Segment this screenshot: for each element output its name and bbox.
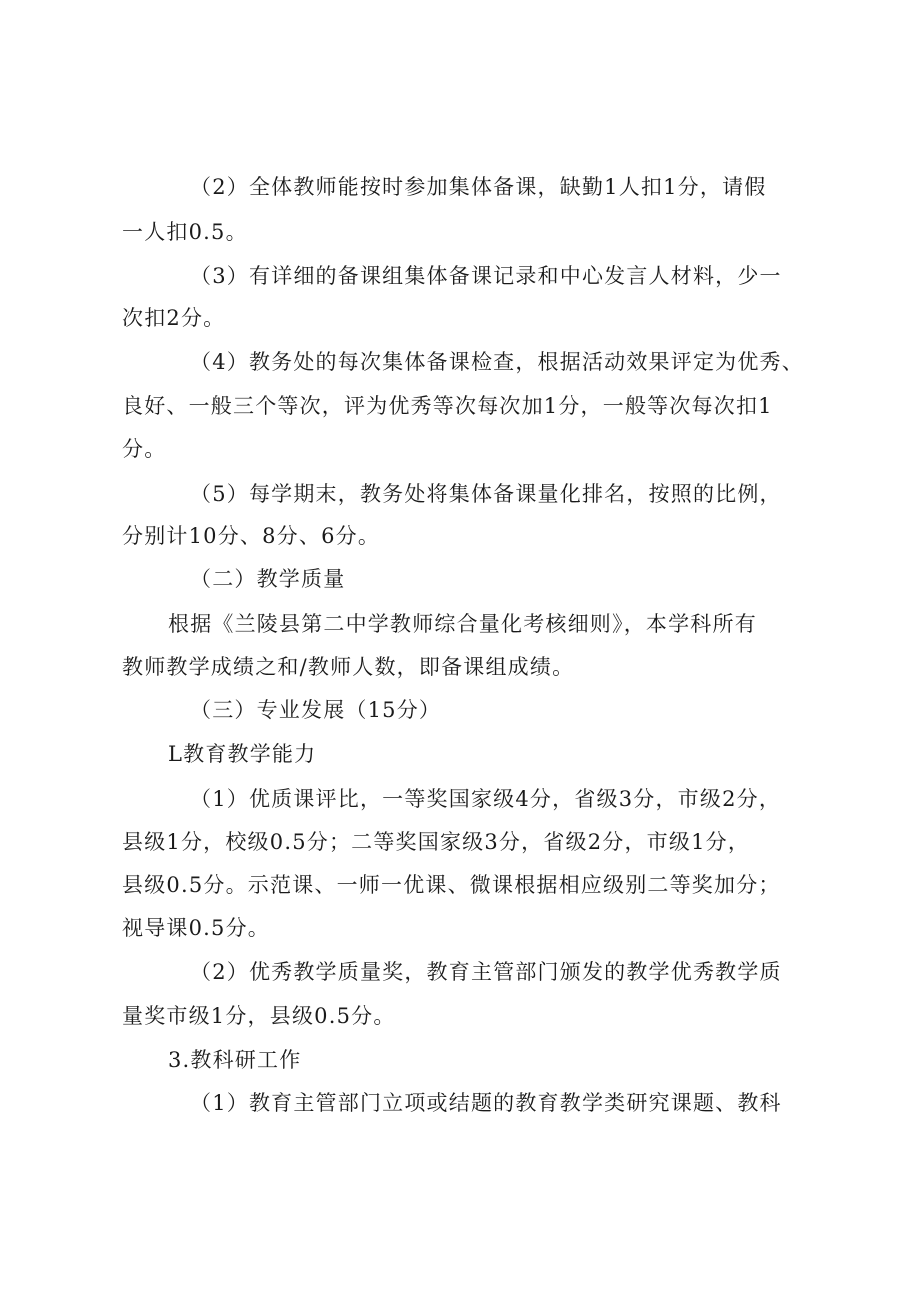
paragraph-line: （3）有详细的备课组集体备课记录和中心发言人材料，少一 [190, 264, 782, 288]
paragraph-line: 县级0.5分。示范课、一师一优课、微课根据相应级别二等奖加分； [122, 873, 781, 897]
paragraph-line: 根据《兰陵县第二中学教师综合量化考核细则》，本学科所有 [168, 612, 757, 636]
paragraph-line: 良好、一般三个等次，评为优秀等次每次加1分，一般等次每次扣1 [122, 394, 773, 418]
paragraph-line: 分别计10分、8分、6分。 [122, 524, 381, 548]
subsection-heading: L教育教学能力 [168, 742, 317, 766]
paragraph-line: （5）每学期末，教务处将集体备课量化排名，按照的比例， [190, 482, 782, 506]
paragraph-line: （1）教育主管部门立项或结题的教育教学类研究课题、教科 [190, 1091, 782, 1115]
section-heading: （三）专业发展（15分） [190, 698, 442, 722]
paragraph-line: 教师教学成绩之和/教师人数，即备课组成绩。 [122, 655, 575, 679]
subsection-heading: 3.教科研工作 [168, 1048, 302, 1072]
section-heading: （二）教学质量 [190, 567, 346, 591]
paragraph-line: 量奖市级1分，县级0.5分。 [122, 1004, 396, 1028]
paragraph-line: 视导课0.5分。 [122, 916, 270, 940]
paragraph-line: 分。 [122, 437, 167, 461]
paragraph-line: 次扣2分。 [122, 306, 226, 330]
paragraph-line: （2）优秀教学质量奖，教育主管部门颁发的教学优秀教学质 [190, 960, 782, 984]
paragraph-line: （2）全体教师能按时参加集体备课，缺勤1人扣1分，请假 [190, 175, 767, 199]
paragraph-line: 县级1分，校级0.5分；二等奖国家级3分，省级2分，市级1分， [122, 830, 751, 854]
paragraph-line: （4）教务处的每次集体备课检查，根据活动效果评定为优秀、 [190, 350, 804, 374]
paragraph-line: 一人扣0.5。 [122, 220, 248, 244]
paragraph-line: （1）优质课评比，一等奖国家级4分，省级3分，市级2分， [190, 787, 782, 811]
